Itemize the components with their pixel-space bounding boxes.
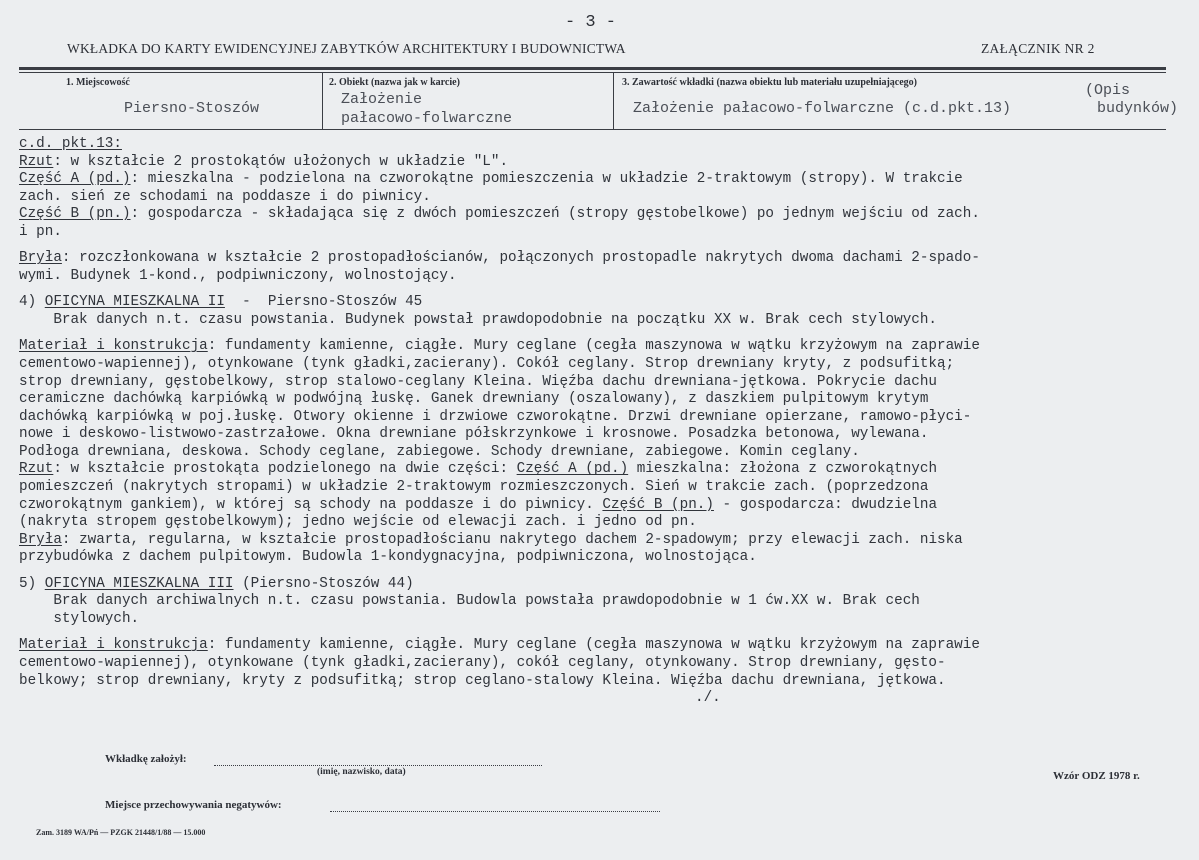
term-rzut: Rzut [19,153,54,170]
section-heading-5: 5) OFICYNA MIESZKALNA III (Piersno-Stoszów 44) [19,575,414,592]
text-line: przybudówka z dachem pulpitowym. Budowla 1-kondygnacyjna, podpiwniczona, wolnostojąca. [19,549,757,566]
field-2-value-line2: pałacowo-folwarczne [341,110,513,127]
author-hint: (imię, nazwisko, data) [317,767,406,777]
field-3-value: Założenie pałacowo-folwarczne (c.d.pkt.13) [633,100,1012,117]
field-1-value: Piersno-Stoszów [124,100,260,117]
text-line: Rzut: w kształcie prostokąta podzielonego na dwie części: Część A (pd.) mieszkalna: złożona z czworokątnych [19,461,938,478]
text-line: zach. sień ze schodami na poddasze i do piwnicy. [19,188,431,205]
text-line: stylowych. [19,611,140,628]
text-line: Rzut: w kształcie 2 prostokątów ułożonych w układzie "L". [19,153,509,170]
text-line: Brak danych n.t. czasu powstania. Budynek powstał prawdopodobnie na początku XX w. Brak cech stylowych. [19,311,938,328]
heading-oficyna-iii: OFICYNA MIESZKALNA III [44,575,234,592]
text-line: strop drewniany, gęstobelkowy, strop stalowo-ceglany Kleina. Więźba dachu drewniana-jętkowa. Pokrycie dachu [19,373,938,390]
term-czesc-b: Część B (pn.) [602,496,714,513]
text-line: Brak danych archiwalnych n.t. czasu powstania. Budowla powstała prawdopodobnie w 1 ćw.XX w. Brak cech [19,593,920,610]
text-line: czworokątnym gankiem), w której są schody na poddasze i do piwnicy. Część B (pn.) - gospodarcza: dwudzielna [19,496,938,513]
text-line: i pn. [19,223,62,240]
term-material: Materiał i konstrukcja [19,637,208,654]
field-1-label: 1. Miejscowość [66,77,130,88]
text-line: cementowo-wapiennej), otynkowane (tynk gładki,zacierany), cokół ceglany, otynkowany. Strop drewniany, gęsto- [19,655,946,672]
term-bryla: Bryła [19,250,62,267]
pattern-label: Wzór ODZ 1978 r. [1053,770,1140,782]
text-line: Część A (pd.): mieszkalna - podzielona na czworokątne pomieszczenia w układzie 2-traktowym (stropy). W trakcie [19,171,963,188]
text-line: dachówką karpiówką w poj.łuskę. Otwory okienne i drzwiowe czworokątne. Drzwi drewniane opierzane, ramowo-płyci- [19,408,972,425]
text-line: Bryła: zwarta, regularna, w kształcie prostopadłościanu nakrytego dachem 2-spadowym; przy elewacji zach. niska [19,531,963,548]
annex-label: ZAŁĄCZNIK NR 2 [981,41,1095,56]
section-heading-4: 4) OFICYNA MIESZKALNA II - Piersno-Stoszów 45 [19,294,423,311]
divider-2 [613,72,614,130]
text-line: Bryła: rozczłonkowana w kształcie 2 prostopadłościanów, połączonych prostopadle nakrytych dwoma dachami 2-spado- [19,250,980,267]
divider-1 [322,72,323,130]
heading-oficyna-ii: OFICYNA MIESZKALNA II [44,294,225,311]
form-title: WKŁADKA DO KARTY EWIDENCYJNEJ ZABYTKÓW ARCHITEKTURY I BUDOWNICTWA [67,41,626,56]
text-line: belkowy; strop drewniany, kryty z podsufitką; strop ceglano-stalowy Kleina. Więźba dachu drewniana, jętkowa. [19,672,946,689]
text-line: Podłoga drewniana, deskowa. Schody ceglane, zabiegowe. Schody drewniane, zabiegowe. Komin ceglany. [19,443,860,460]
author-label: Wkładkę założył: [105,753,187,765]
document-body [19,136,1189,708]
text-line: Materiał i konstrukcja: fundamenty kamienne, ciągłe. Mury ceglane (cegła maszynowa w wątku krzyżowym na zaprawie [19,637,980,654]
term-rzut: Rzut [19,461,54,478]
field-3-note-line2: budynków) [1097,100,1179,117]
term-material: Materiał i konstrukcja [19,338,208,355]
author-dotted-line [214,765,542,766]
field-2-value-line1: Założenie [341,91,423,108]
print-info: Zam. 3189 WA/Pń — PZGK 21448/1/88 — 15.000 [36,828,206,837]
negatives-label: Miejsce przechowywania negatywów: [105,799,282,811]
section-continuation: c.d. pkt.13: [19,136,122,152]
term-czesc-b: Część B (pn.) [19,206,131,223]
text-line: (nakryta stropem gęstobelkowym); jedno wejście od elewacji zach. i jedno od pn. [19,514,697,531]
term-czesc-a: Część A (pd.) [516,461,629,478]
term-bryla: Bryła [19,531,62,548]
field-3-note-line1: (Opis [1085,82,1131,99]
page-number: - 3 - [565,13,617,32]
text-line: Materiał i konstrukcja: fundamenty kamienne, ciągłe. Mury ceglane (cegła maszynowa w wątku krzyżowym na zaprawie [19,338,980,355]
table-bottom-rule [19,129,1166,130]
text-line: Część B (pn.): gospodarcza - składająca się z dwóch pomieszczeń (stropy gęstobelkowe) po jednym wejściu od zach. [19,206,980,223]
field-2-label: 2. Obiekt (nazwa jak w karcie) [329,77,460,88]
field-3-label: 3. Zawartość wkładki (nazwa obiektu lub materiału uzupełniającego) [622,77,918,88]
top-rule-thick [19,67,1166,70]
text-line: nowe i deskowo-listwowo-zastrzałowe. Okna drewniane półskrzynkowe i krosnowe. Posadzka betonowa, wylewana. [19,426,929,443]
text-line: cementowo-wapiennej), otynkowane (tynk gładki,zacierany). Cokół ceglany. Strop drewniany kryty, z podsufitką; [19,355,955,372]
negatives-dotted-line [330,811,660,812]
term-czesc-a: Część A (pd.) [19,171,131,188]
text-line: wymi. Budynek 1-kond., podpiwniczony, wolnostojący. [19,267,457,284]
text-line: pomieszczeń (nakrytych stropami) w układzie 2-traktowym rozmieszczonych. Sień w trakcie zach. (poprzedzona [19,479,929,496]
top-rule-thin [19,72,1166,73]
continuation-mark: ./. [695,690,721,707]
text-line: ceramiczne dachówką karpiówką w podwójną łuskę. Ganek drewniany (oszalowany), z daszkiem pulpitowym krytym [19,391,929,408]
